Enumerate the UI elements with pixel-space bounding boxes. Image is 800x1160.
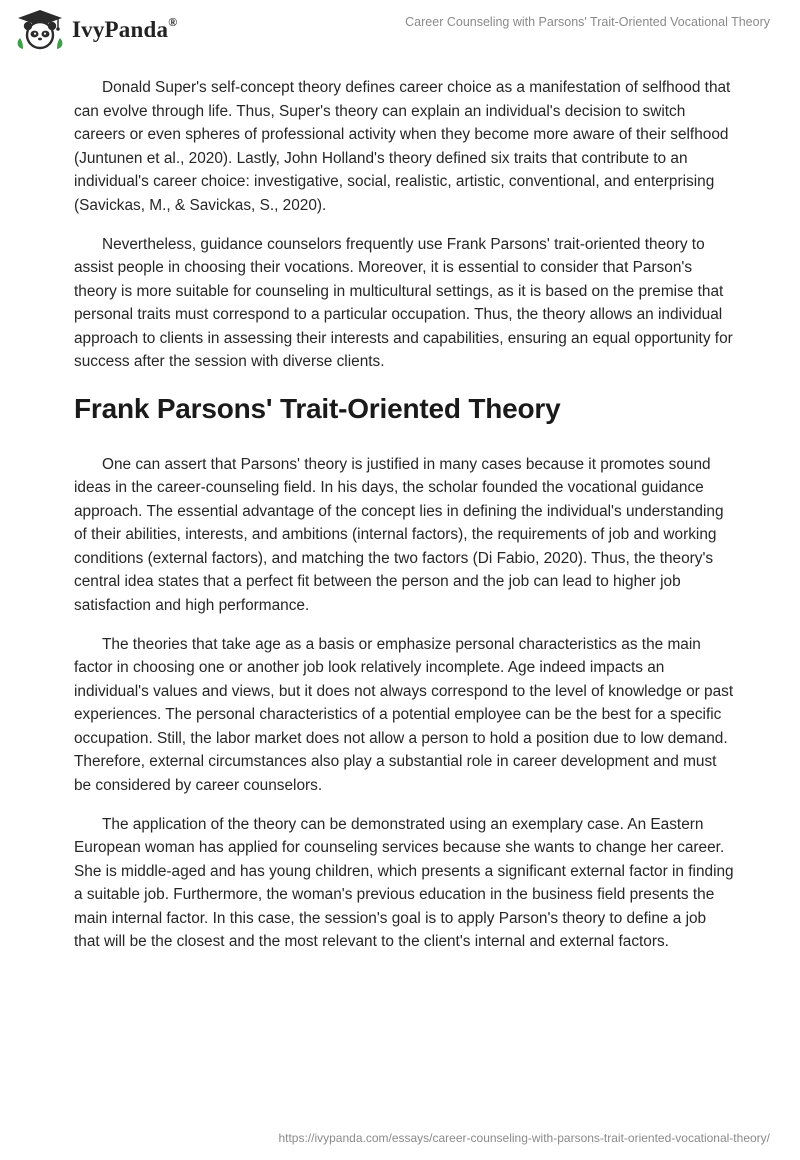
paragraph: Nevertheless, guidance counselors frequently use Frank Parsons' trait-oriented theory to assist people in choosing their vocations. Moreover, it is essential to consider that Parson's theory is more suitable for counseling in multicultural settings, as it is based on the premise that personal traits must correspond to a particular occupation. Thus, the theory allows an individual approach to clients in assessing their interests and capabilities, ensuring an equal opportunity for success after the session with diverse clients. xyxy=(74,235,733,370)
ivypanda-logo[interactable] xyxy=(14,8,177,52)
paragraph: The theories that take age as a basis or emphasize personal characteristics as the main factor in choosing one or another job look relatively incomplete. Age indeed impacts an individual's values and views, but it does not always correspond to the level of knowledge or past experiences. The personal characteristics of a potential employee can be the best for a specific occupation. Still, the labor market does not allow a person to hold a position due to low demand. Therefore, external circumstances also play a substantial role in career development and must be considered by career counselors. xyxy=(74,635,734,794)
document-title: Career Counseling with Parsons' Trait-Oriented Vocational Theory xyxy=(405,15,770,29)
page-header xyxy=(0,0,800,60)
brand-name: IvyPanda® xyxy=(72,15,178,42)
panda-graduate-icon xyxy=(14,8,66,52)
paragraph: One can assert that Parsons' theory is justified in many cases because it promotes sound ideas in the career-counseling field. In his days, the scholar founded the vocational guidance approach. The essential advantage of the concept lies in defining the individual's understanding of their abilities, interests, and ambitions (internal factors), the requirements of job and working conditions (external factors), and matching the two factors (Di Fabio, 2020). Thus, the theory's central idea states that a perfect fit between the person and the job can lead to higher job satisfaction and high performance. xyxy=(74,455,724,614)
paragraph: Donald Super's self-concept theory defines career choice as a manifestation of selfhood that can evolve through life. Thus, Super's theory can explain an individual's decision to switch careers or even spheres of professional activity when they become more aware of their selfhood (Juntunen et al., 2020). Lastly, John Holland's theory defined six traits that contribute to an individual's career choice: investigative, social, realistic, artistic, conventional, and enterprising (Savickas, M., & Savickas, S., 2020). xyxy=(74,79,731,214)
article-body xyxy=(74,76,734,969)
source-url[interactable]: https://ivypanda.com/essays/career-counseling-with-parsons-trait-oriented-vocational-theory/ xyxy=(278,1131,770,1145)
section-heading: Frank Parsons' Trait-Oriented Theory xyxy=(74,392,561,424)
paragraph: The application of the theory can be demonstrated using an exemplary case. An Eastern European woman has applied for counseling services because she wants to change her career. She is middle-aged and has young children, which presents a significant external factor in finding a suitable job. Furthermore, the woman's previous education in the business field presents the main internal factor. In this case, the session's goal is to apply Parson's theory to define a job that will be the closest and the most relevant to the client's internal and external factors. xyxy=(74,815,734,950)
